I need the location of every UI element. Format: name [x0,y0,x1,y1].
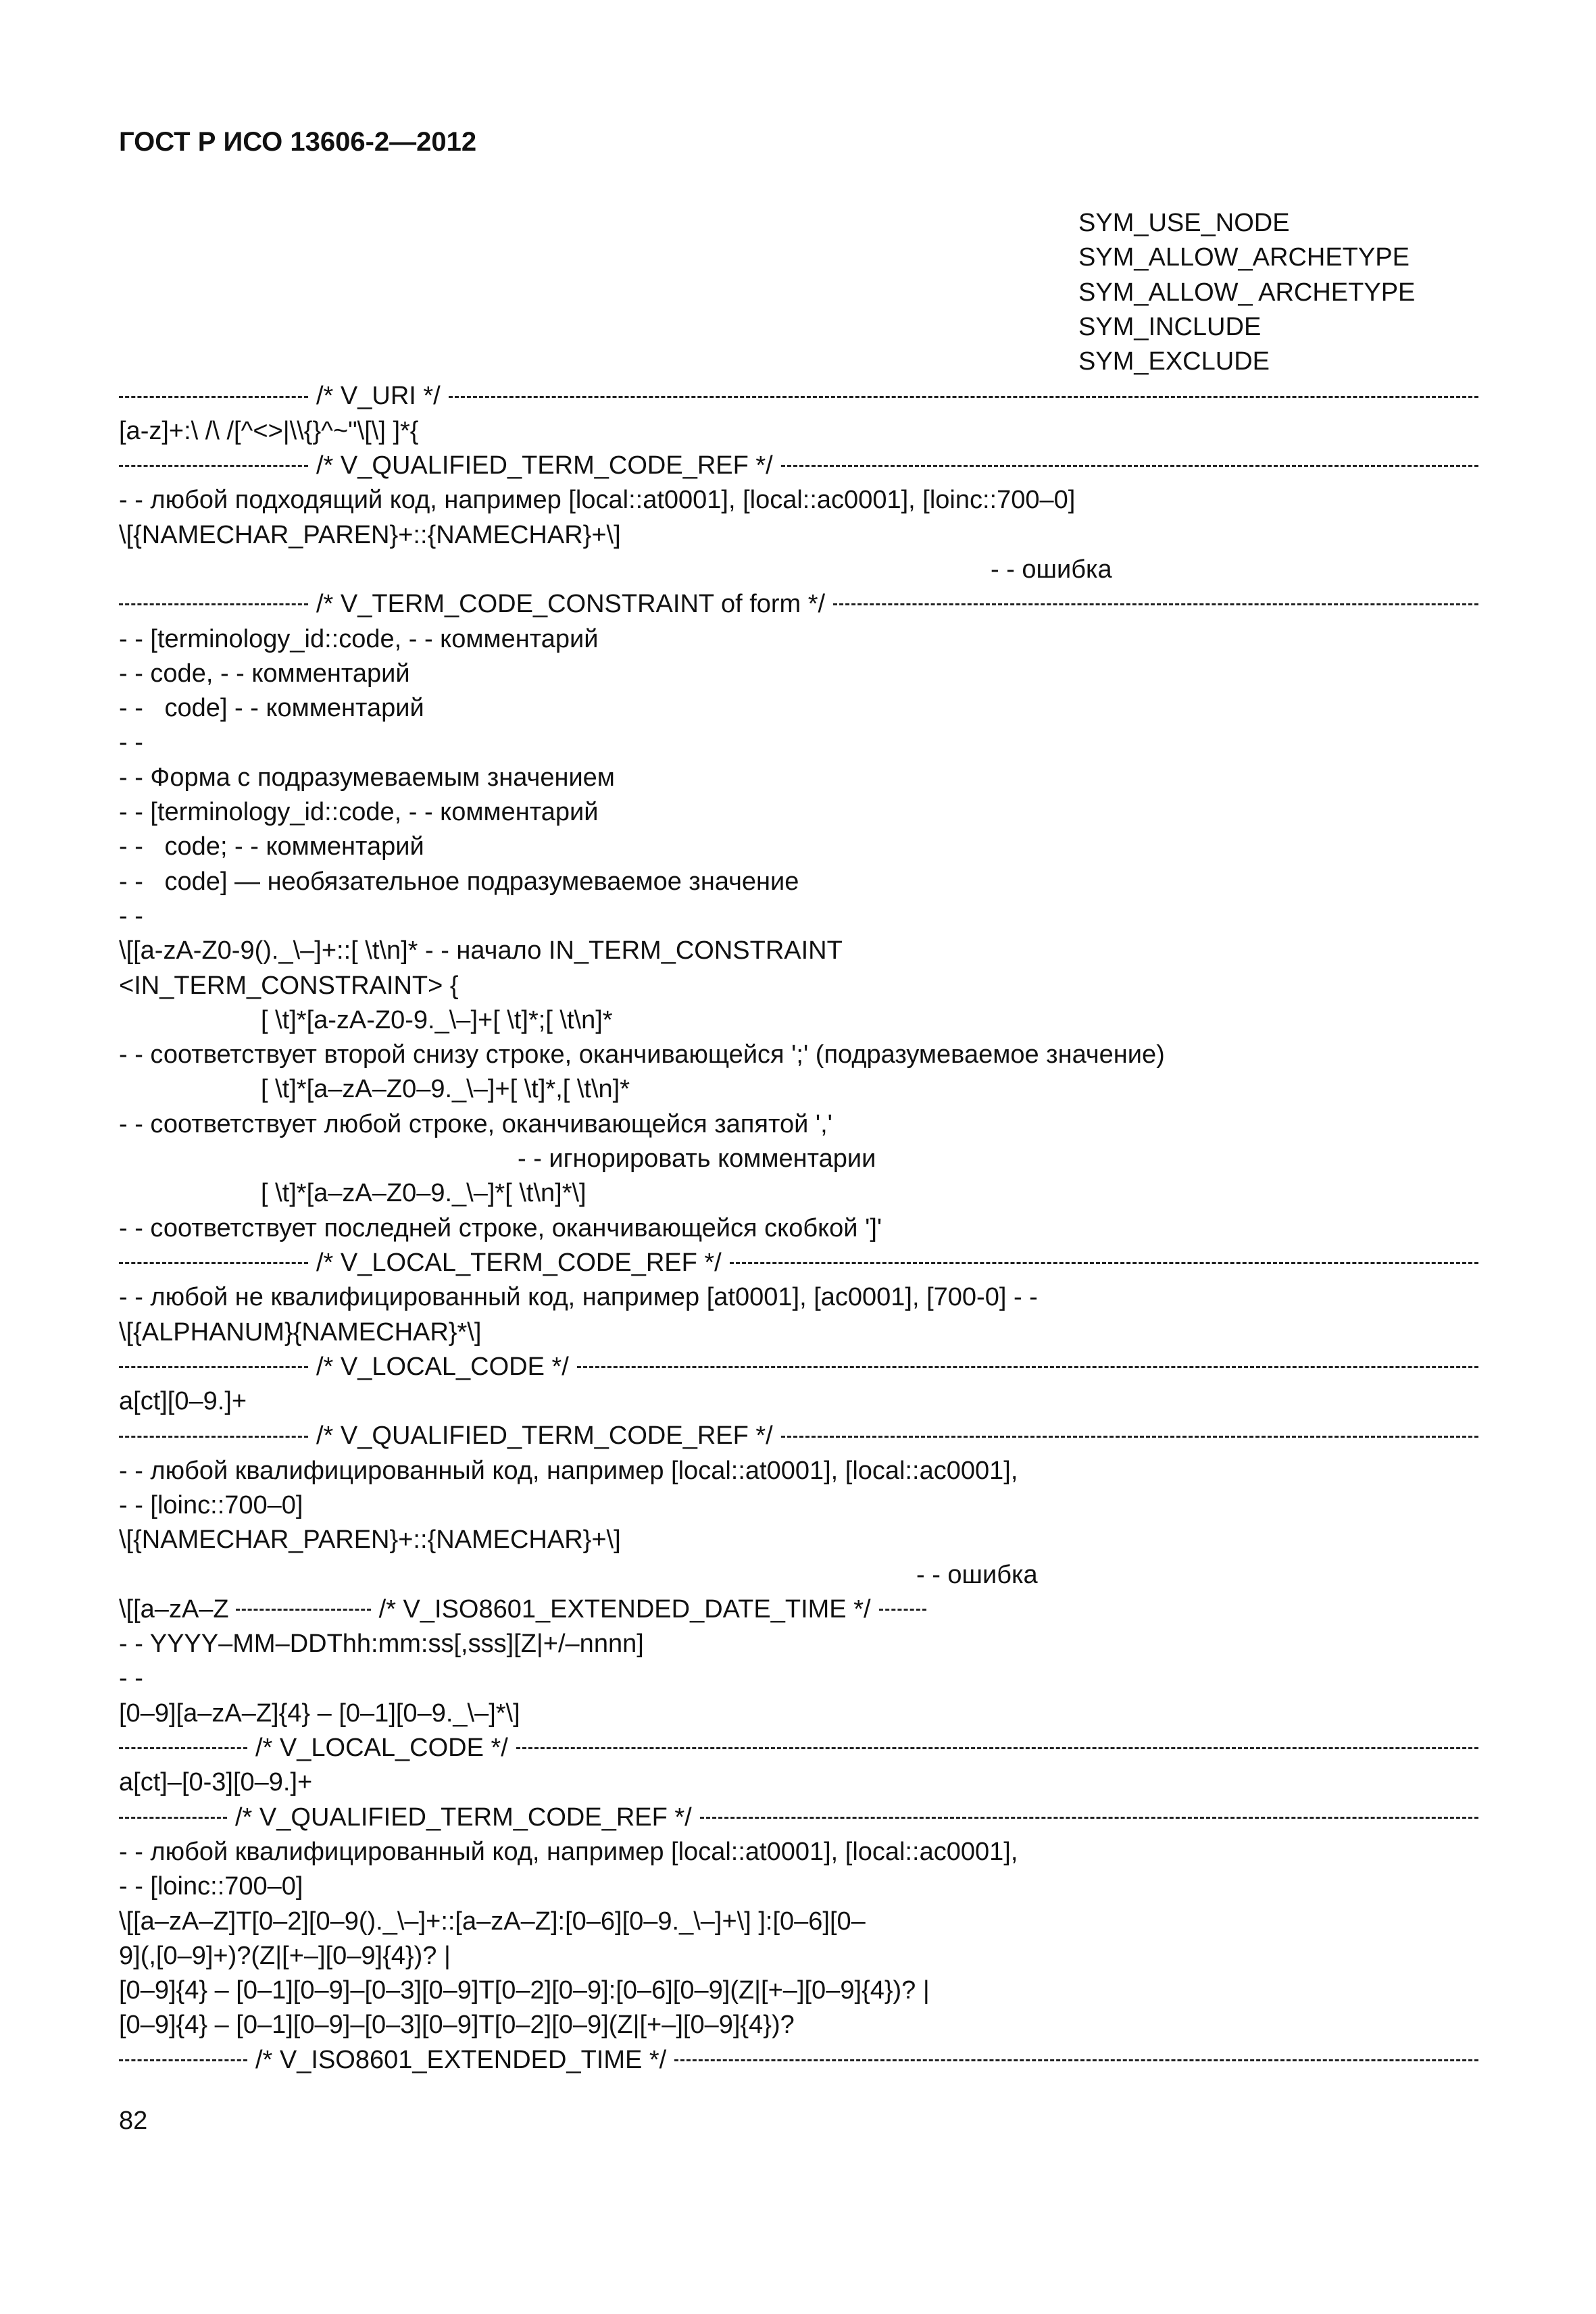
comment-line: - - [119,728,143,757]
section-label: /* V_QUALIFIED_TERM_CODE_REF */ [316,451,773,480]
dash-rule [730,1262,1478,1264]
section-label: /* V_URI */ [316,382,441,411]
comment-line: - - code, - - комментарий [119,659,410,688]
keyword-row [119,310,1478,345]
section-separator [119,2043,1478,2078]
code-line: [a-z]+:\ /\ /[^<>|\\{}^~"\[\] ]*{ [119,416,419,445]
dash-rule [449,396,1478,398]
dash-rule [119,1366,308,1368]
code-line-indented: [ \t]*[a–zA–Z0–9._\–]+[ \t]*,[ \t\n]* [261,1075,630,1104]
section-label: /* V_ISO8601_EXTENDED_DATE_TIME */ [378,1594,871,1624]
comment-line: - - любой квалифицированный код, например [local::at0001], [local::ac0001], [119,1456,1018,1485]
dash-rule [833,603,1478,605]
comment-line: - - Форма с подразумеваемым значением [119,763,615,792]
section-separator [119,1731,1478,1765]
page-header: ГОСТ Р ИСО 13606-2—2012 [119,127,477,157]
comment-line: - - YYYY–MM–DDThh:mm:ss[,sss][Z|+/–nnnn] [119,1630,644,1659]
comment-line: - - code] - - комментарий [119,694,424,723]
section-label: /* V_TERM_CODE_CONSTRAINT of form */ [316,590,826,619]
code-line-indented: [ \t]*[a-zA-Z0-9._\–]+[ \t]*;[ \t\n]* [261,1005,613,1034]
code-text: \[[a–zA–Z [119,1594,229,1624]
keyword-row [119,241,1478,275]
dash-rule [119,1262,308,1264]
section-label: /* V_QUALIFIED_TERM_CODE_REF */ [235,1803,692,1832]
comment-line: - - соответствует последней строке, оканчивающейся скобкой ']' [119,1213,882,1242]
code-line: [0–9][a–zA–Z]{4} – [0–1][0–9._\–]*\] [119,1699,520,1728]
comment-line: - - любой подходящий код, например [local::at0001], [local::ac0001], [loinc::700–0] [119,486,1076,515]
section-separator [119,449,1478,483]
code-line-indented [119,1142,1478,1176]
code-line-indented: [ \t]*[a–zA–Z0–9._\–]*[ \t\n]*\] [261,1179,587,1208]
dash-rule [781,1436,1478,1438]
keyword-row [119,276,1478,310]
dash-rule [119,603,308,605]
section-separator [119,1246,1478,1280]
comment-line: - - [terminology_id::code, - - комментарий [119,798,599,827]
comment-line: - - [loinc::700–0] [119,1490,303,1519]
code-listing [119,206,1478,2078]
code-line: \[{NAMECHAR_PAREN}+::{NAMECHAR}+\] [119,1526,621,1555]
code-line: \[{NAMECHAR_PAREN}+::{NAMECHAR}+\] [119,520,621,549]
code-line: a[ct][0–9.]+ [119,1387,247,1416]
keyword-symbol: SYM_USE_NODE [1078,209,1290,237]
inline-comment: - - ошибка [916,1560,1038,1589]
dash-rule [119,1817,227,1819]
section-separator [119,587,1478,622]
keyword-symbol: SYM_INCLUDE [1078,312,1262,341]
section-label: /* V_QUALIFIED_TERM_CODE_REF */ [316,1422,773,1451]
code-line: [0–9]{4} – [0–1][0–9]–[0–3][0–9]T[0–2][0–9]:[0–6][0–9](Z|[+–][0–9]{4})? | [119,1976,930,2005]
inline-comment: - - игнорировать комментарии [518,1145,876,1174]
keyword-symbol: SYM_ALLOW_ ARCHETYPE [1078,278,1416,307]
dash-rule [119,1436,308,1438]
comment-line: - - [terminology_id::code, - - комментарий [119,624,599,653]
comment-line: - - любой квалифицированный код, например [local::at0001], [local::ac0001], [119,1837,1018,1866]
dash-rule [674,2059,1478,2061]
dash-rule [119,2059,247,2061]
comment-line: - - [loinc::700–0] [119,1872,303,1901]
code-line [119,1558,1478,1592]
keyword-symbol: SYM_EXCLUDE [1078,347,1270,376]
code-line [119,553,1478,587]
section-label: /* V_ISO8601_EXTENDED_TIME */ [255,2045,667,2074]
keyword-symbol: SYM_ALLOW_ARCHETYPE [1078,243,1410,272]
code-line: a[ct]–[0-3][0–9.]+ [119,1768,313,1797]
code-line: \[{ALPHANUM}{NAMECHAR}*\] [119,1317,482,1347]
comment-line: - - соответствует любой строке, оканчивающейся запятой ',' [119,1109,832,1138]
dash-rule [700,1817,1478,1819]
code-line: 9](,[0–9]+)?(Z|[+–][0–9]{4})? | [119,1941,451,1970]
comment-line: - - [119,1664,143,1693]
dash-rule [781,465,1478,467]
code-line: <IN_TERM_CONSTRAINT> { [119,971,459,1000]
dash-rule [879,1609,926,1611]
section-label: /* V_LOCAL_TERM_CODE_REF */ [316,1248,722,1277]
comment-line: - - code] — необязательное подразумеваемое значение [119,867,799,896]
comment-line: - - code; - - комментарий [119,832,424,861]
dash-rule [516,1747,1478,1749]
dash-rule [119,465,308,467]
comment-line: - - [119,901,143,930]
page-number: 82 [119,2107,148,2135]
dash-rule [119,1747,247,1749]
section-label: /* V_LOCAL_CODE */ [255,1734,508,1763]
code-line: \[[a-zA-Z0-9()._\–]+::[ \t\n]* - - начало IN_TERM_CONSTRAINT [119,936,843,965]
dash-rule [577,1366,1478,1368]
section-separator [119,1350,1478,1384]
section-separator [119,1419,1478,1453]
dash-rule [236,1609,371,1611]
code-line: [0–9]{4} – [0–1][0–9]–[0–3][0–9]T[0–2][0–9](Z|[+–][0–9]{4})? [119,2011,795,2040]
keyword-row [119,206,1478,241]
comment-line: - - соответствует второй снизу строке, оканчивающейся ';' (подразумеваемое значение) [119,1040,1165,1070]
mixed-separator-line [119,1592,1478,1627]
section-separator [119,379,1478,413]
code-line: \[[a–zA–Z]T[0–2][0–9()._\–]+::[a–zA–Z]:[0–6][0–9._\–]+\] ]:[0–6][0– [119,1907,866,1936]
section-label: /* V_LOCAL_CODE */ [316,1352,569,1381]
section-separator [119,1801,1478,1835]
keyword-row [119,345,1478,379]
dash-rule [119,396,308,398]
comment-line: - - любой не квалифицированный код, например [at0001], [ac0001], [700-0] - - [119,1283,1038,1312]
inline-comment: - - ошибка [991,555,1112,584]
